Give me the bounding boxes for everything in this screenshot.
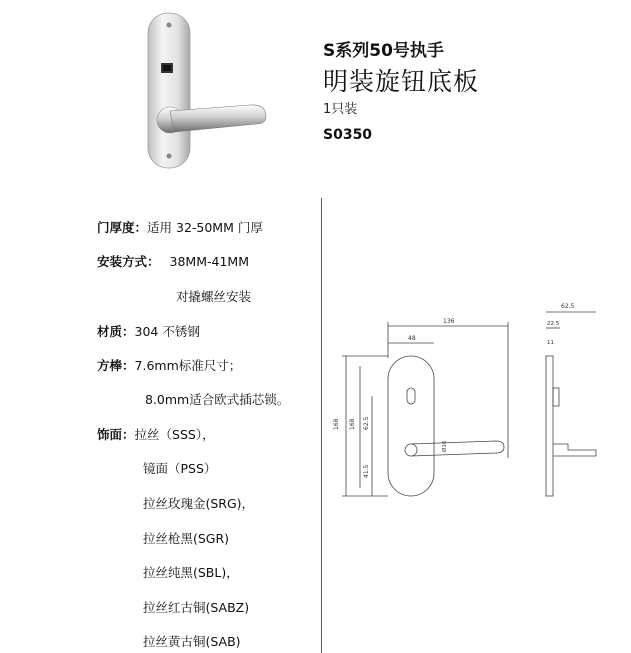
finish-item: 拉丝（SSS）， <box>134 427 215 442</box>
technical-drawing <box>328 298 628 503</box>
vertical-divider <box>321 198 322 653</box>
series-title: S系列50号执手 <box>323 41 444 61</box>
spec-label: 材质： <box>97 324 135 339</box>
finish-item: 拉丝枪黑(SGR) <box>143 531 230 546</box>
spec-label: 方棒： <box>97 358 135 373</box>
finish-item: 拉丝黄古铜(SAB) <box>143 634 241 649</box>
dim-bottom-label: 41.5 <box>363 464 370 478</box>
spec-finish <box>97 425 215 443</box>
spec-value: 适用 32-50MM 门厚 <box>147 220 263 235</box>
spec-value: 38MM-41MM <box>169 254 249 269</box>
product-photo <box>128 8 278 173</box>
dim-side-plate-label: 22.5 <box>547 321 560 327</box>
lever-outline <box>411 441 504 456</box>
spec-label: 饰面： <box>97 427 135 442</box>
finish-item: 拉丝玫瑰金(SRG)， <box>143 496 255 511</box>
spec-material <box>97 322 200 340</box>
spec-value: 304 不锈钢 <box>134 324 200 339</box>
dim-height-label: 168 <box>333 418 340 430</box>
dim-side-depth-label: 62.5 <box>561 303 575 310</box>
finish-item: 拉丝红古铜(SABZ) <box>143 600 250 615</box>
product-name: 明装旋钮底板 <box>323 67 480 96</box>
dim-plate-width-label: 48 <box>408 335 416 342</box>
dim-spindle-label: 62.5 <box>363 416 370 430</box>
side-plate <box>546 356 553 496</box>
side-lever <box>553 444 596 456</box>
spec-install <box>97 252 249 270</box>
spec-value: 7.6mm标准尺寸； <box>134 358 242 373</box>
spec-spindle <box>97 356 241 374</box>
spec-label: 安装方式： <box>97 254 160 269</box>
spec-install-note: 对撬螺丝安装 <box>176 289 252 304</box>
side-turn <box>553 388 559 406</box>
dim-width-label: 136 <box>443 318 455 325</box>
dim-side-thick-label: 11 <box>547 340 554 346</box>
finish-item: 镜面（PSS） <box>143 461 217 476</box>
lever-rose <box>405 444 417 456</box>
spec-spindle-note: 8.0mm适合欧式插芯锁。 <box>145 392 290 407</box>
spec-door-thickness <box>97 218 263 236</box>
dim-label: 168 <box>349 418 356 430</box>
spec-label: 门厚度： <box>97 220 148 235</box>
product-code: S0350 <box>323 127 373 143</box>
backplate-outline <box>388 356 434 496</box>
dim-handle-label: Ø16 <box>442 440 448 452</box>
quantity-label: 1只装 <box>323 102 358 117</box>
turn-slot <box>407 388 415 404</box>
finish-item: 拉丝纯黑(SBL)， <box>143 565 239 580</box>
